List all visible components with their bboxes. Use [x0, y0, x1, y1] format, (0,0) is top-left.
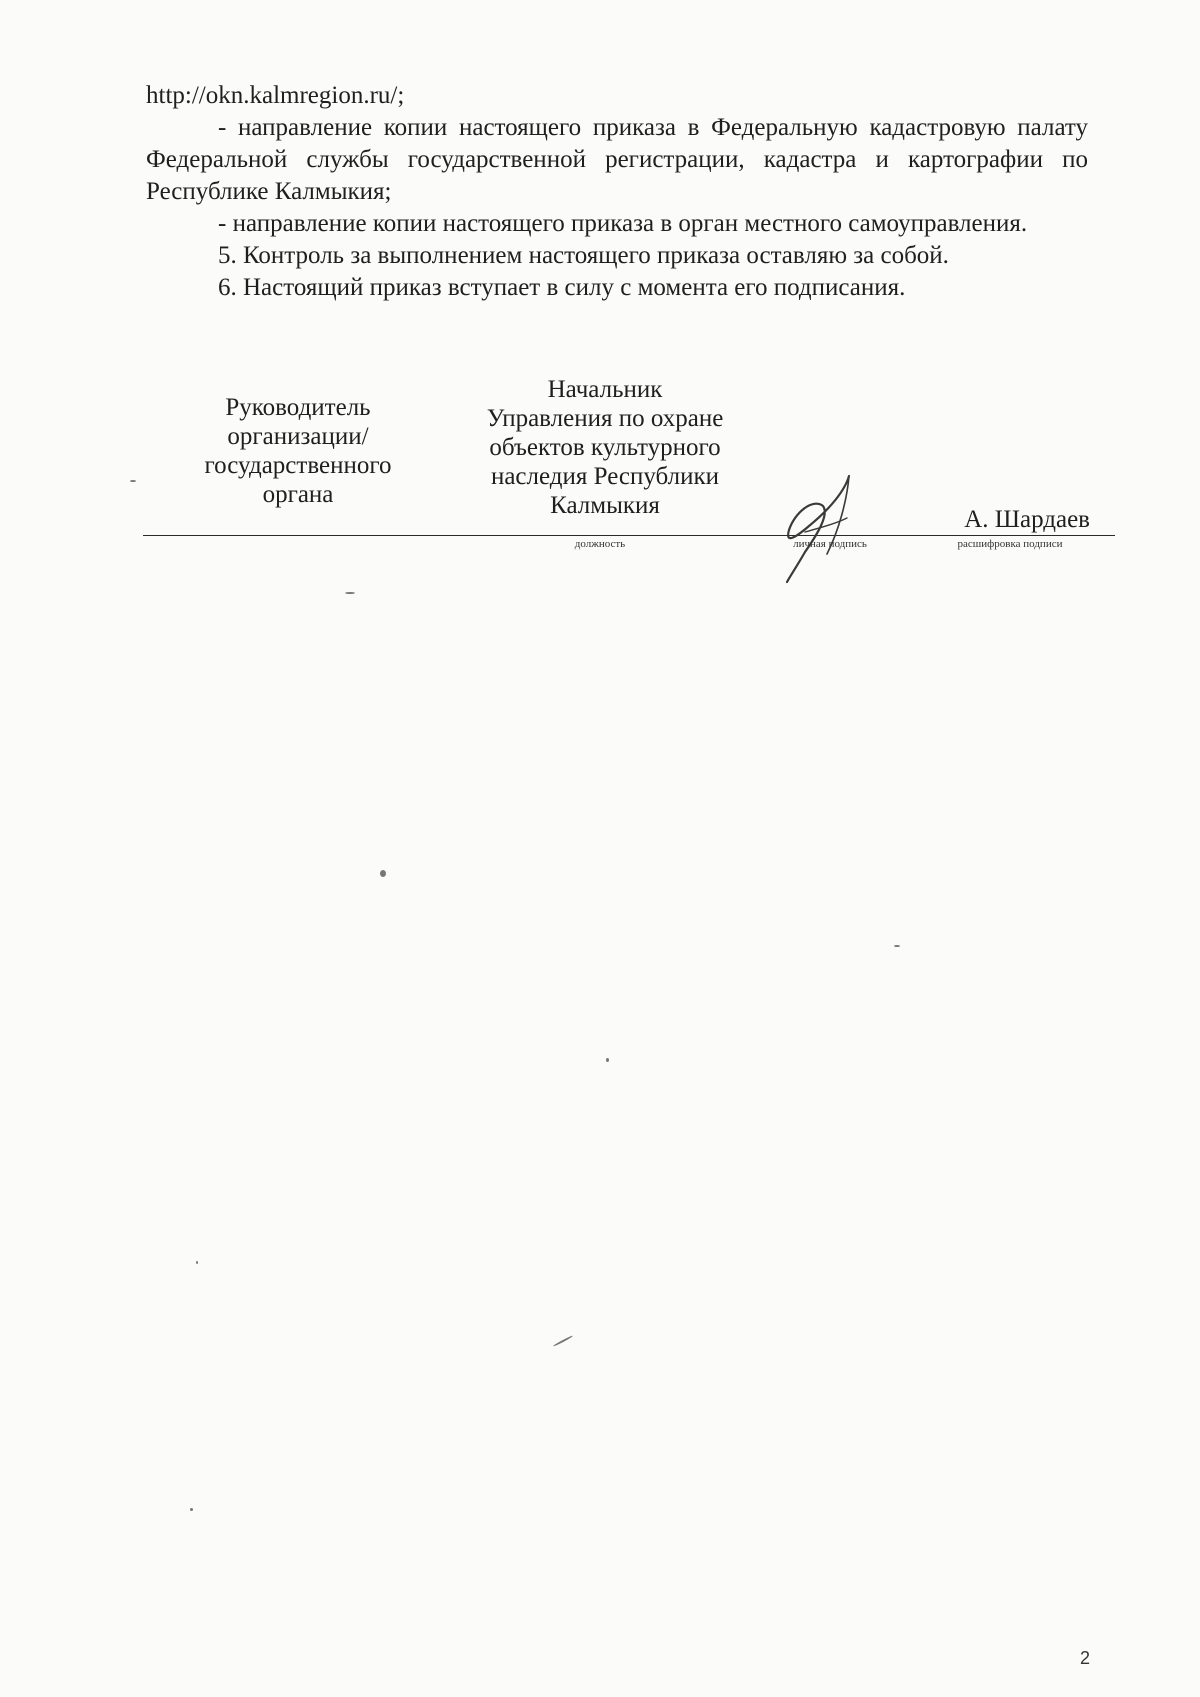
caption-signature: личная подпись [793, 538, 867, 550]
list-item-local-government: - направление копии настоящего приказа в орган местного самоуправления. [218, 210, 1028, 237]
scan-speck [606, 1058, 609, 1062]
scan-speck [380, 870, 386, 877]
label-line: органа [262, 481, 334, 508]
scan-speck [130, 480, 136, 482]
position-line: Калмыкия [550, 492, 660, 519]
website-url: http://okn.kalmregion.ru/; [146, 82, 405, 109]
list-item-cadastre: - направление копии настоящего приказа в Федеральную кадастровую палату Федеральной службы государственной регистрации, кадастра и картографии по Республике Калмыкия; [146, 114, 1088, 205]
position-line: наследия Республики [490, 463, 720, 490]
handwritten-signature [775, 470, 885, 590]
label-line: организации/ [227, 423, 369, 450]
page-number: 2 [1079, 1648, 1090, 1668]
signature-line [143, 535, 1115, 536]
position-line: Начальник [547, 376, 663, 403]
caption-decoding: расшифровка подписи [957, 538, 1063, 550]
order-body-text [146, 80, 1088, 304]
position-line: Управления по охране [486, 405, 724, 432]
paragraph-6: 6. Настоящий приказ вступает в силу с момента его подписания. [218, 274, 906, 301]
scan-speck [190, 1508, 193, 1511]
paragraph-5: 5. Контроль за выполнением настоящего приказа оставляю за собой. [218, 242, 949, 269]
caption-position: должность [574, 538, 626, 550]
scan-speck [553, 1335, 573, 1347]
scan-speck [196, 1261, 198, 1264]
position-title [455, 375, 755, 520]
scan-speck [894, 945, 900, 947]
scan-speck [345, 592, 355, 594]
organization-head-label [178, 393, 418, 509]
label-line: государственного [204, 452, 392, 479]
position-line: объектов культурного [489, 434, 721, 461]
signer-name: А. Шардаев [964, 506, 1090, 533]
label-line: Руководитель [225, 394, 371, 421]
